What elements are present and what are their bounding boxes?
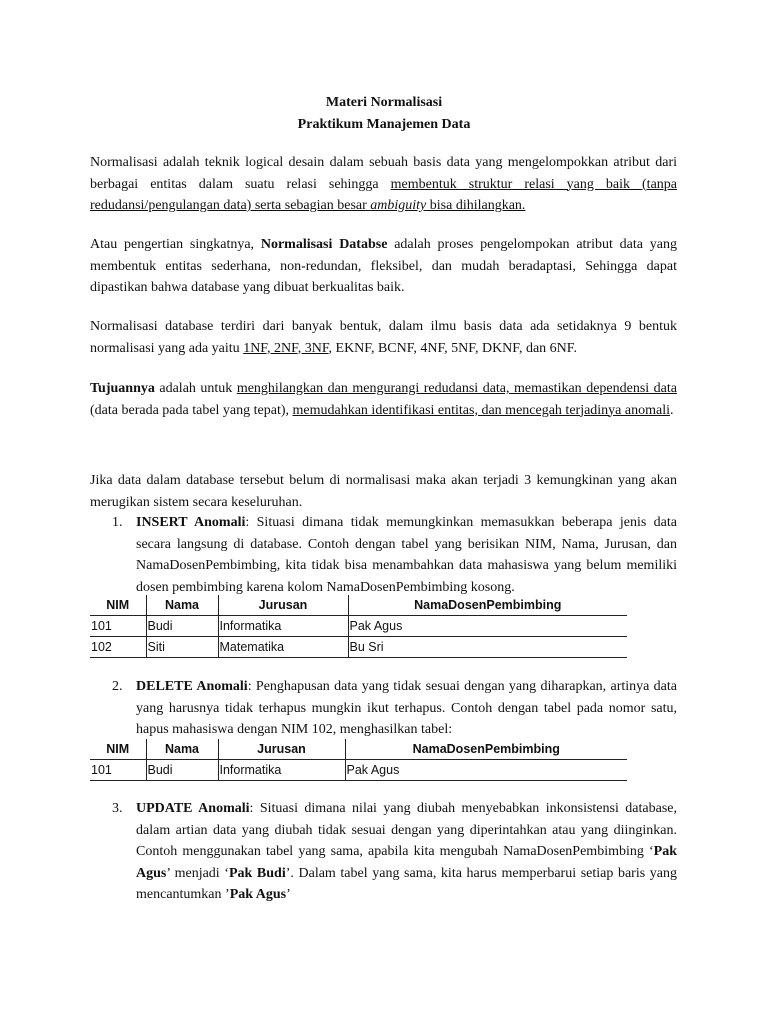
underlined-phrase: membentuk struktur relasi yang baik (tanpa redudansi/pengulangan data) serta sebagian besar ambiguity bisa dihilangkan. (90, 176, 677, 213)
table-cell: 101 (90, 616, 146, 637)
table-header-row (90, 739, 627, 760)
table-cell: 102 (90, 637, 146, 658)
student-table-1 (90, 595, 627, 658)
document-title: Materi Normalisasi (325, 95, 443, 110)
paragraph-short-definition: Atau pengertian singkatnya, Normalisasi Databse adalah proses pengelompokan atribut data yang membentuk entitas sederhana, non-redundan, fleksibel, dan mudah beradaptasi, Sehingga dapat dipastikan bahwa database yang dibuat berkualitas baik. (90, 237, 677, 295)
table-cell: Matematika (218, 637, 348, 658)
table-row (90, 637, 627, 658)
column-header-nama: Nama (146, 595, 218, 616)
paragraph-goals: Tujuannya adalah untuk menghilangkan dan mengurangi redudansi data, memastikan dependensi data (data berada pada tabel yang tepat), memudahkan identifikasi entitas, dan mencegah terjadinya anomali. (90, 381, 677, 418)
table-header-row (90, 595, 627, 616)
table-row (90, 760, 627, 781)
column-header-dosen: NamaDosenPembimbing (348, 595, 627, 616)
list-item-update-anomaly: 3. UPDATE Anomali: Situasi dimana nilai yang diubah menyebabkan inkonsistensi database, dalam artian data yang diubah tidak sesuai dengan yang diperintahkan atau yang diinginkan. Contoh menggunakan tabel yang sama, apabila kita mengubah NamaDosenPembimbing ‘Pak Agus’ menjadi ‘Pak Budi’. Dalam tabel yang sama, kita harus memperbarui setiap baris yang mencantumkan ’Pak Agus’ (112, 801, 678, 902)
paragraph-forms: Normalisasi database terdiri dari banyak bentuk, dalam ilmu basis data ada setidaknya 9 bentuk normalisasi yang ada yaitu 1NF, 2NF, 3NF, EKNF, BCNF, 4NF, 5NF, DKNF, dan 6NF. (90, 319, 677, 356)
column-header-dosen: NamaDosenPembimbing (345, 739, 627, 760)
table-cell: Pak Agus (345, 760, 627, 781)
column-header-nim: NIM (90, 595, 146, 616)
table-cell: Budi (146, 616, 218, 637)
paragraph-anomaly-intro: Jika data dalam database tersebut belum di normalisasi maka akan terjadi 3 kemungkinan yang akan merugikan sistem secara keseluruhan. (90, 473, 677, 510)
paragraph-definition: Normalisasi adalah teknik logical desain dalam sebuah basis data yang mengelompokkan atribut dari berbagai entitas dalam suatu relasi sehingga membentuk struktur relasi yang baik (tanpa redudansi/pengulangan data) serta sebagian besar ambiguity bisa dihilangkan. (90, 155, 677, 213)
student-table-2 (90, 739, 627, 781)
column-header-jurusan: Jurusan (218, 595, 348, 616)
document-subtitle: Praktikum Manajemen Data (297, 117, 471, 132)
list-item-insert-anomaly: 1. INSERT Anomali: Situasi dimana tidak memungkinkan memasukkan beberapa jenis data secara langsung di database. Contoh dengan tabel yang berisikan NIM, Nama, Jurusan, dan NamaDosenPembimbing, kita tidak bisa menambahkan data mahasiswa yang belum memiliki dosen pembimbing karena kolom NamaDosenPembimbing kosong. (112, 515, 678, 595)
column-header-jurusan: Jurusan (218, 739, 345, 760)
table-cell: 101 (90, 760, 146, 781)
table-cell: Budi (146, 760, 218, 781)
table-cell: Siti (146, 637, 218, 658)
column-header-nama: Nama (146, 739, 218, 760)
table-cell: Pak Agus (348, 616, 627, 637)
list-item-delete-anomaly: 2. DELETE Anomali: Penghapusan data yang tidak sesuai dengan yang diharapkan, artinya data yang harusnya tidak terhapus mungkin ikut terhapus. Contoh dengan tabel pada nomor satu, hapus mahasiswa dengan NIM 102, menghasilkan tabel: (112, 679, 677, 737)
table-cell: Informatika (218, 616, 348, 637)
column-header-nim: NIM (90, 739, 146, 760)
table-cell: Bu Sri (348, 637, 627, 658)
table-cell: Informatika (218, 760, 345, 781)
table-row (90, 616, 627, 637)
